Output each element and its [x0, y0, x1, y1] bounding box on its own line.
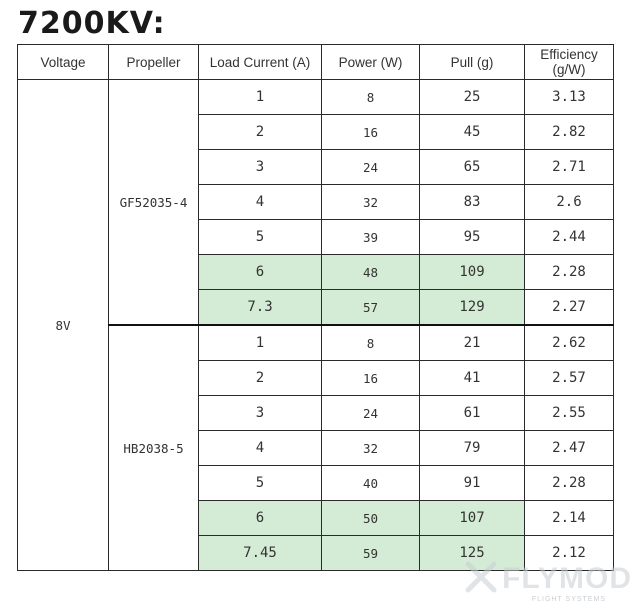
load-current-cell: 5: [199, 466, 322, 501]
pull-cell: 25: [420, 80, 525, 115]
watermark-tagline: FLIGHT SYSTEMS: [531, 596, 606, 603]
power-cell: 24: [322, 396, 420, 431]
load-current-cell: 1: [199, 325, 322, 361]
power-cell: 57: [322, 290, 420, 326]
pull-cell: 109: [420, 255, 525, 290]
load-current-cell: 1: [199, 80, 322, 115]
pull-cell: 45: [420, 115, 525, 150]
header-efficiency: Efficiency (g/W): [525, 45, 614, 80]
header-load-current: Load Current (A): [199, 45, 322, 80]
power-cell: 8: [322, 80, 420, 115]
power-cell: 16: [322, 115, 420, 150]
pull-cell: 125: [420, 536, 525, 571]
header-pull: Pull (g): [420, 45, 525, 80]
power-cell: 8: [322, 325, 420, 361]
efficiency-cell: 2.44: [525, 220, 614, 255]
watermark-brand: FLYMOD: [502, 562, 632, 595]
power-cell: 40: [322, 466, 420, 501]
efficiency-cell: 2.71: [525, 150, 614, 185]
pull-cell: 91: [420, 466, 525, 501]
efficiency-cell: 2.57: [525, 361, 614, 396]
power-cell: 39: [322, 220, 420, 255]
efficiency-cell: 2.28: [525, 466, 614, 501]
header-voltage: Voltage: [18, 45, 109, 80]
load-current-cell: 3: [199, 396, 322, 431]
load-current-cell: 2: [199, 115, 322, 150]
load-current-cell: 3: [199, 150, 322, 185]
voltage-cell: 8V: [18, 80, 109, 571]
efficiency-cell: 2.6: [525, 185, 614, 220]
power-cell: 59: [322, 536, 420, 571]
power-cell: 50: [322, 501, 420, 536]
load-current-cell: 7.45: [199, 536, 322, 571]
header-power: Power (W): [322, 45, 420, 80]
propeller-cell: HB2038-5: [109, 325, 199, 571]
x-logo-icon: [464, 560, 498, 598]
efficiency-cell: 2.12: [525, 536, 614, 571]
pull-cell: 61: [420, 396, 525, 431]
efficiency-cell: 2.47: [525, 431, 614, 466]
pull-cell: 95: [420, 220, 525, 255]
load-current-cell: 4: [199, 431, 322, 466]
table-header-row: [18, 45, 614, 80]
efficiency-cell: 2.28: [525, 255, 614, 290]
power-cell: 16: [322, 361, 420, 396]
propeller-cell: GF52035-4: [109, 80, 199, 326]
power-cell: 24: [322, 150, 420, 185]
power-cell: 32: [322, 431, 420, 466]
load-current-cell: 5: [199, 220, 322, 255]
motor-spec-table: [17, 44, 614, 571]
page-title: 7200KV:: [18, 6, 166, 41]
pull-cell: 65: [420, 150, 525, 185]
efficiency-cell: 2.55: [525, 396, 614, 431]
efficiency-cell: 2.82: [525, 115, 614, 150]
load-current-cell: 6: [199, 255, 322, 290]
pull-cell: 21: [420, 325, 525, 361]
pull-cell: 107: [420, 501, 525, 536]
power-cell: 32: [322, 185, 420, 220]
power-cell: 48: [322, 255, 420, 290]
load-current-cell: 4: [199, 185, 322, 220]
pull-cell: 129: [420, 290, 525, 326]
load-current-cell: 6: [199, 501, 322, 536]
pull-cell: 79: [420, 431, 525, 466]
table-row: [18, 80, 614, 115]
load-current-cell: 7.3: [199, 290, 322, 326]
efficiency-cell: 2.14: [525, 501, 614, 536]
pull-cell: 83: [420, 185, 525, 220]
efficiency-cell: 2.62: [525, 325, 614, 361]
watermark: [464, 560, 632, 598]
efficiency-cell: 3.13: [525, 80, 614, 115]
efficiency-cell: 2.27: [525, 290, 614, 326]
pull-cell: 41: [420, 361, 525, 396]
header-propeller: Propeller: [109, 45, 199, 80]
load-current-cell: 2: [199, 361, 322, 396]
